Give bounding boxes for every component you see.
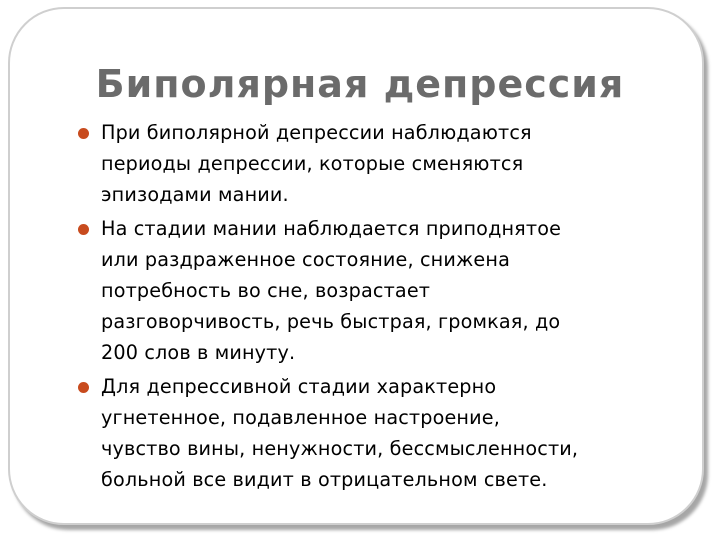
bullet-line: периоды депрессии, которые сменяются [101,151,524,175]
bullet-item [78,214,688,368]
bullet-line: При биполярной депрессии наблюдаются [101,121,532,144]
bullet-line: На стадии мании наблюдается приподнятое [101,217,562,241]
bullet-line: потребность во сне, возрастает [101,278,431,302]
bullet-list [78,118,688,500]
bullet-line: больной все видит в отрицательном свете. [101,467,548,491]
bullet-line: или раздраженное состояние, снижена [101,248,510,272]
bullet-line: угнетенное, подавленное настроение, [101,406,500,430]
bullet-line: Для депрессивной стадии характерно [101,375,497,399]
bullet-item [78,118,688,210]
bullet-line: эпизодами мании. [101,182,289,206]
bullet-dot-icon [78,382,89,393]
bullet-line: чувство вины, ненужности, бессмысленности, [101,436,579,460]
bullet-dot-icon [78,224,89,235]
bullet-item [78,372,688,495]
bullet-dot-icon [78,128,89,139]
slide-title: Биполярная депрессия [95,62,625,106]
bullet-line: 200 слов в минуту. [101,340,296,364]
bullet-line: разговорчивость, речь быстрая, громкая, до [101,309,561,333]
